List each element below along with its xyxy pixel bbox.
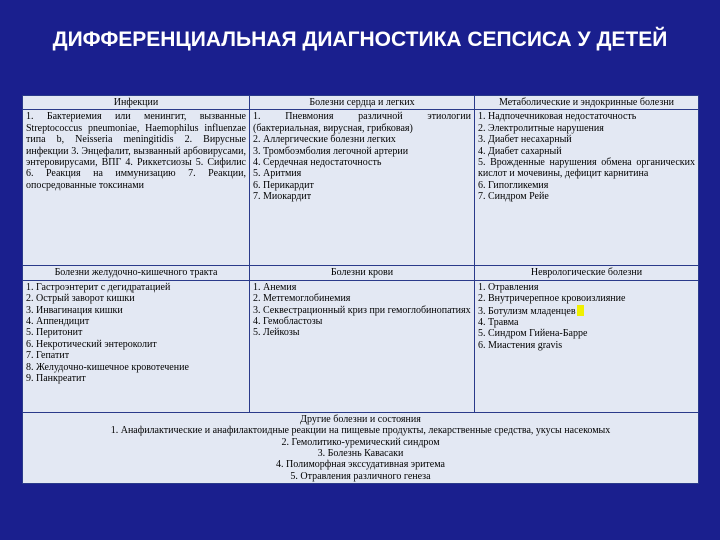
list-item: 7. Синдром Рейе — [478, 191, 549, 203]
header-metabolic: Метаболические и эндокринные болезни — [475, 96, 699, 110]
list-item: 7. Миокардит — [253, 191, 312, 203]
diagnosis-table — [22, 95, 699, 484]
list-item: 2. Острый заворот кишки — [26, 293, 135, 305]
list-item: 4. Гемобластозы — [253, 316, 323, 328]
list-item: 3. Секвестрационный криз при гемоглобинопатиях — [253, 304, 471, 316]
content-row-1 — [23, 110, 699, 266]
list-item: 4. Сердечная недостаточность — [253, 157, 382, 169]
other-row — [23, 412, 699, 483]
list-item: 9. Панкреатит — [26, 373, 86, 385]
list-item: 3. Инвагинация кишки — [26, 304, 123, 316]
list-item: 5. Синдром Гийена-Барре — [478, 328, 588, 340]
header-row-2 — [23, 266, 699, 280]
list-item: 6. Гипогликемия — [478, 179, 549, 191]
list-item: 2. Метгемоглобинемия — [253, 293, 351, 305]
content-row-2 — [23, 280, 699, 412]
list-item: 2. Гемолитико-уремический синдром — [281, 436, 440, 448]
list-item: 3. Тромбоэмболия легочной артерии — [253, 145, 409, 157]
list-item: 6. Некротический энтероколит — [26, 338, 157, 350]
list-item: 1. Отравления — [478, 281, 539, 293]
list-item: 5. Лейкозы — [253, 327, 300, 339]
list-item: 1. Анемия — [253, 281, 297, 293]
list-item: 4. Аппендицит — [26, 316, 90, 328]
infections-cell: 1. Бактериемия или менингит, вызванные Streptococcus pneumoniae, Haemophilus influenzae типа b, Neisseria meningitidis 2. Вирусные инфекции 3. Энцефалит, вызванный арбовирусами, энтеровирусами, ВПГ 4. Риккетсиозы 5. Сифилис 6. Реакция на иммунизацию 7. Реакции, опосредованные токсинами — [23, 110, 250, 266]
list-item: 1. Пневмония различной этиологии (бактериальная, вирусная, грибковая) — [253, 111, 471, 134]
header-cardio-pulmonary: Болезни сердца и легких — [250, 96, 475, 110]
metabolic-cell — [475, 110, 699, 266]
slide-title: ДИФФЕРЕНЦИАЛЬНАЯ ДИАГНОСТИКА СЕПСИСА У ДЕТЕЙ — [52, 28, 668, 51]
list-item: 5. Перитонит — [26, 327, 83, 339]
list-item: 1. Надпочечниковая недостаточность — [478, 111, 637, 123]
list-item: 4. Полиморфная экссудативная эритема — [276, 459, 445, 471]
list-item: 2. Аллергические болезни легких — [253, 134, 396, 146]
list-item: 8. Желудочно-кишечное кровотечение — [26, 361, 189, 373]
list-item: 5. Врожденные нарушения обмена органических кислот и мочевины, дефицит карнитина — [478, 157, 695, 180]
header-neuro: Неврологические болезни — [475, 266, 699, 280]
header-row-1 — [23, 96, 699, 110]
blood-cell — [250, 280, 475, 412]
neuro-cell — [475, 280, 699, 412]
list-item: 4. Диабет сахарный — [478, 145, 562, 157]
list-item: 2. Электролитные нарушения — [478, 122, 604, 134]
list-item: 2. Внутричерепное кровоизлияние — [478, 293, 626, 305]
list-item-text: 3. Ботулизм младенцев — [478, 305, 576, 317]
list-item: 5. Аритмия — [253, 168, 302, 180]
list-item: 1. Гастроэнтерит с дегидратацией — [26, 281, 171, 293]
header-infections: Инфекции — [23, 96, 250, 110]
list-item: 1. Анафилактические и анафилактоидные реакции на пищевые продукты, лекарственные средства, укусы насекомых — [110, 425, 611, 437]
list-item: 7. Гепатит — [26, 350, 70, 362]
list-item — [478, 305, 695, 317]
list-item: 3. Диабет несахарный — [478, 134, 572, 146]
other-header: Другие болезни и состояния — [300, 413, 421, 425]
list-item: 3. Болезнь Кавасаки — [317, 448, 404, 460]
list-item: 4. Травма — [478, 317, 519, 329]
list-item: 5. Отравления различного генеза — [290, 470, 431, 482]
header-blood: Болезни крови — [250, 266, 475, 280]
list-item: 6. Перикардит — [253, 179, 314, 191]
list-item: 6. Миастения gravis — [478, 339, 563, 351]
cardio-pulmonary-cell — [250, 110, 475, 266]
other-cell — [23, 412, 699, 483]
gi-cell — [23, 280, 250, 412]
header-gi: Болезни желудочно-кишечного тракта — [23, 266, 250, 280]
highlight-mark — [577, 305, 584, 316]
